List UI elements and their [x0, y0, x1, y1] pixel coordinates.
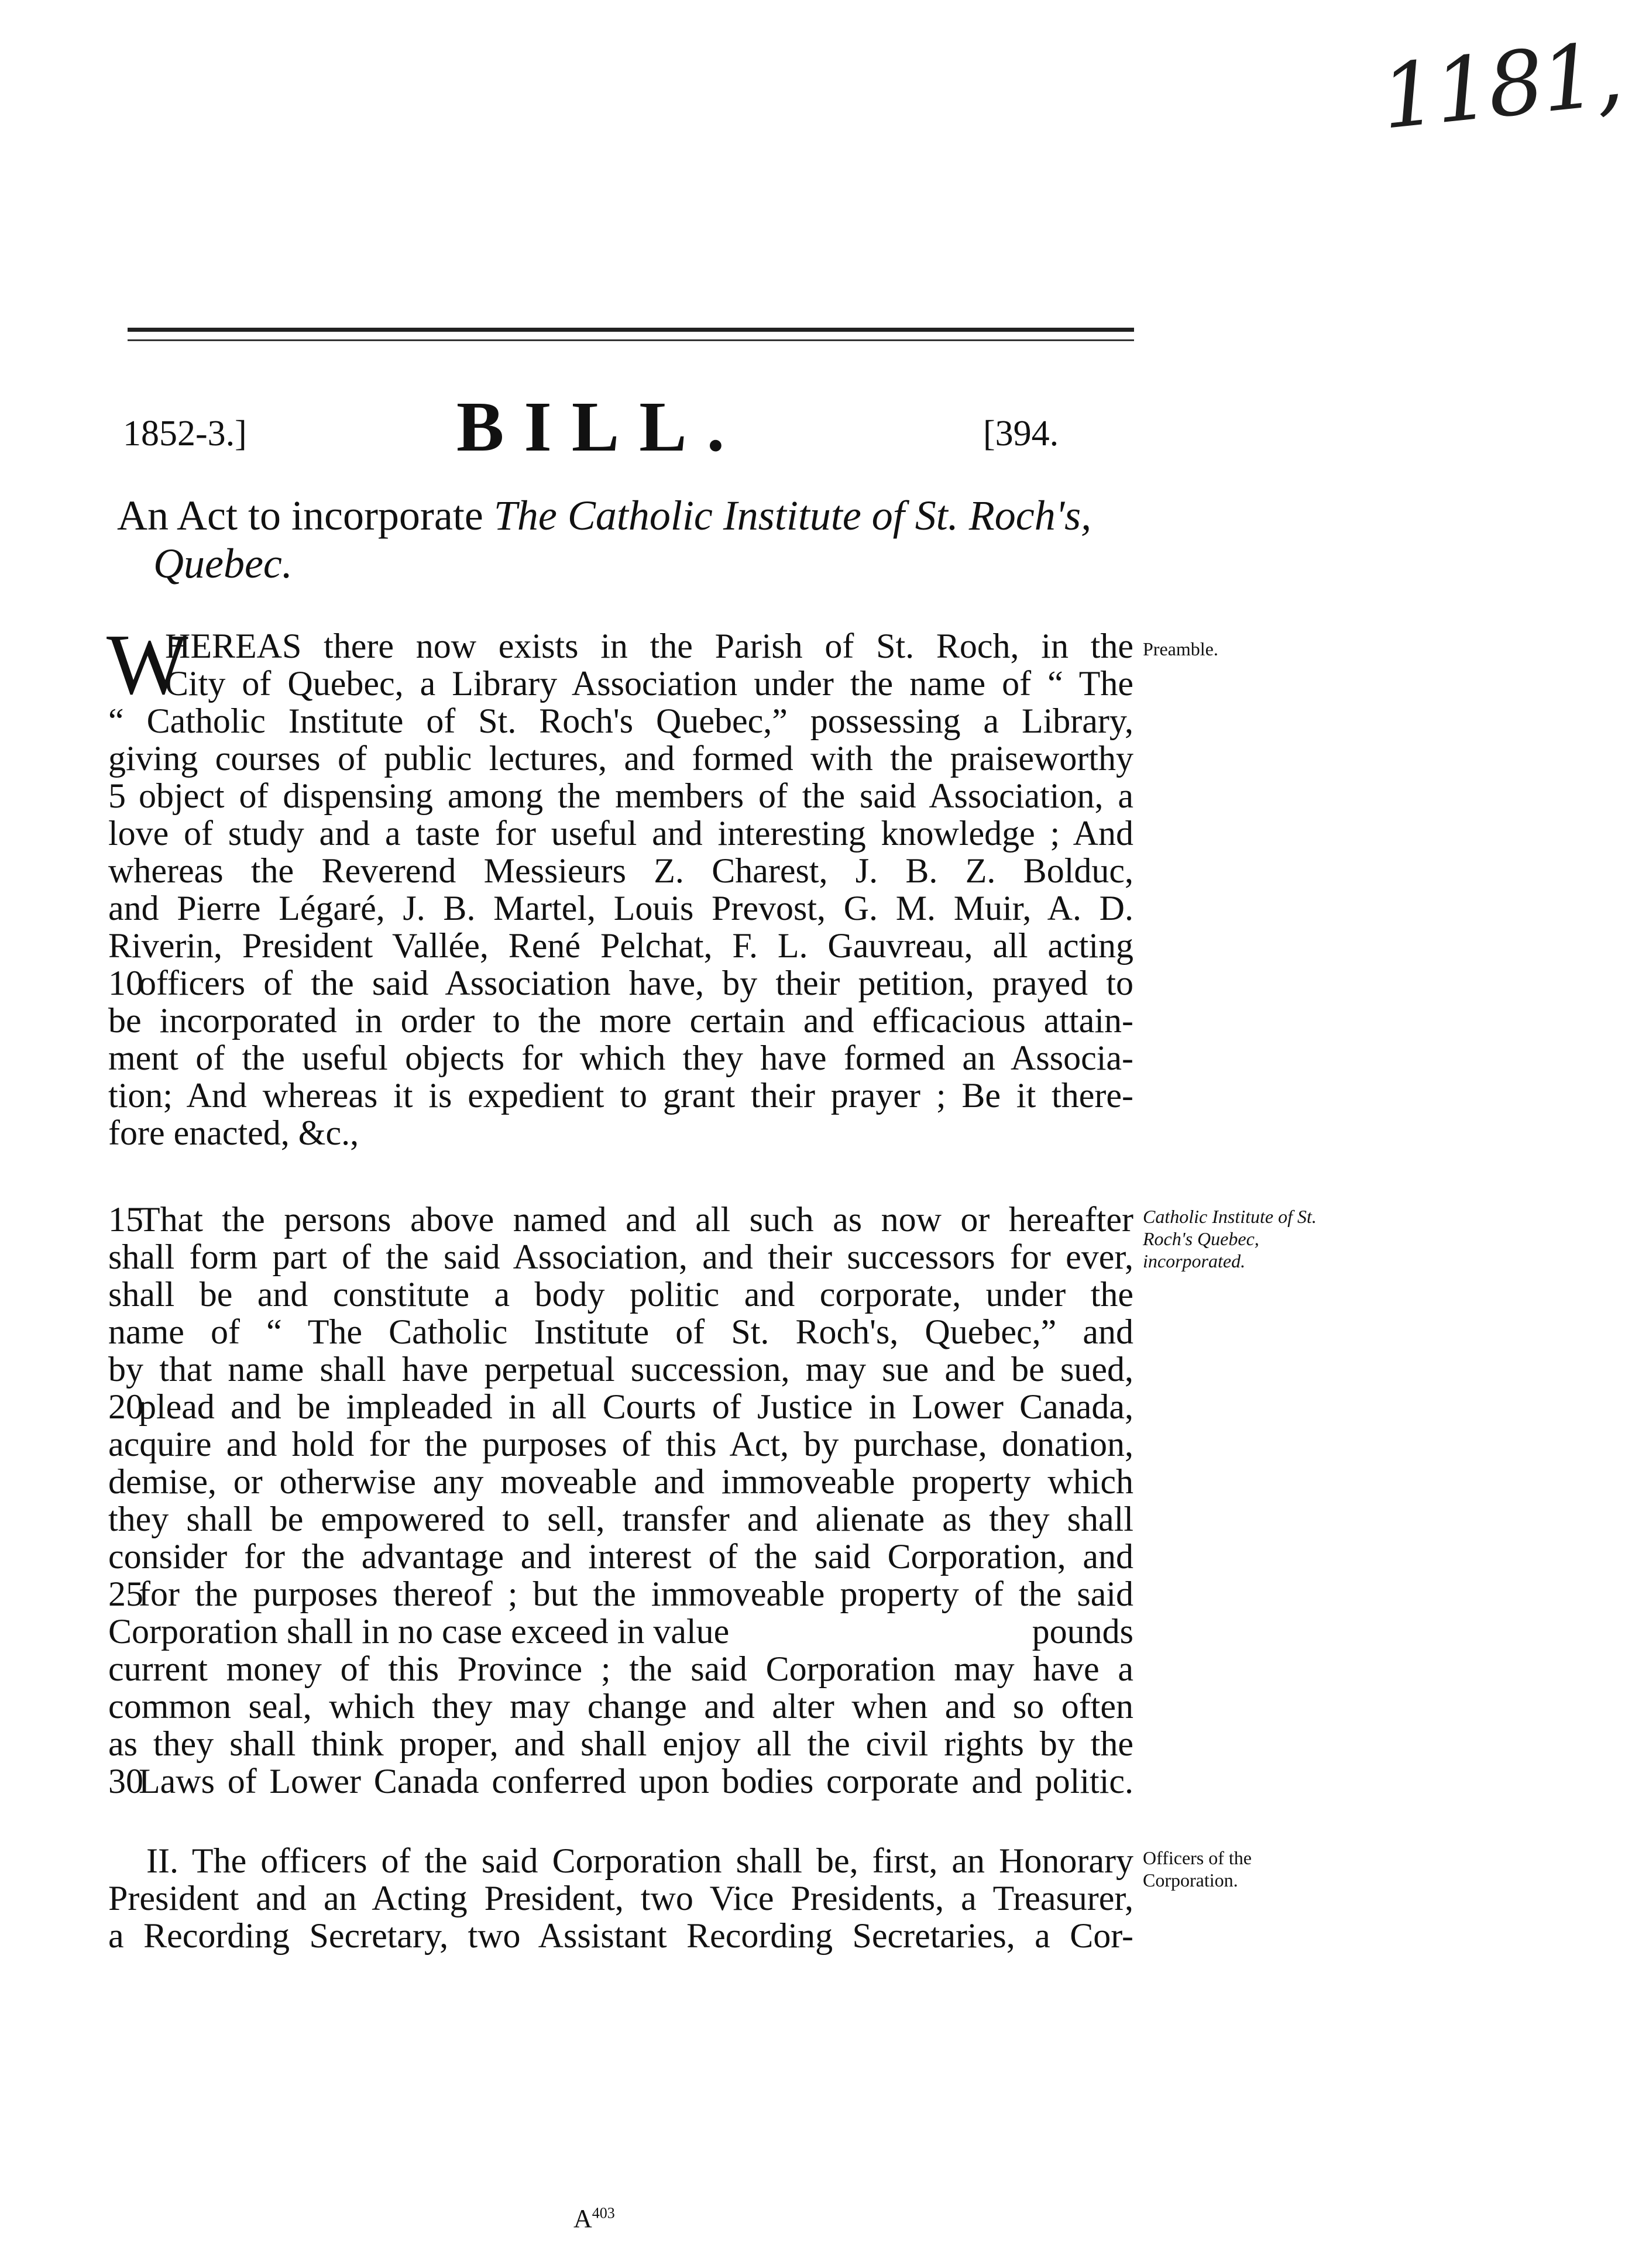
act-title [117, 492, 1147, 587]
section1-line [108, 1575, 1133, 1613]
act-title-italic: The Catholic Institute of St. Roch's, [493, 492, 1092, 539]
section1-line [108, 1613, 1133, 1650]
margin-note-catholic-institute: Catholic Institute of St. Roch's Quebec, incorporated. [1143, 1206, 1317, 1272]
section1-line-text: That the persons above named and all such as now or hereafter [139, 1200, 1133, 1239]
line-number: 25 [108, 1575, 143, 1613]
bill-number: [394. [983, 414, 1059, 453]
preamble-line: Riverin, President Vallée, René Pelchat, F. L. Gauvreau, all acting [108, 926, 1133, 965]
section1-line-text: Laws of Lower Canada conferred upon bodies corporate and politic. [139, 1762, 1133, 1800]
section1-line: they shall be empowered to sell, transfer and alienate as they shall [108, 1500, 1133, 1538]
preamble-line: City of Quebec, a Library Association under the name of “ The [165, 664, 1133, 703]
margin-note-officers: Officers of the Corporation. [1143, 1847, 1252, 1891]
line-number: 5 [108, 776, 126, 815]
preamble-line [108, 777, 1133, 815]
section1-line: current money of this Province ; the said Corporation may have a [108, 1650, 1133, 1688]
preamble-line: be incorporated in order to the more certain and efficacious attain- [108, 1001, 1133, 1040]
line-number: 30 [108, 1762, 143, 1800]
signature-letter: A [573, 2204, 592, 2233]
section1-line: shall form part of the said Association, and their successors for ever, [108, 1238, 1133, 1276]
archive-number: 1181, [1376, 23, 1625, 149]
line-number: 10 [108, 964, 143, 1002]
header-rule-thin [128, 339, 1134, 341]
preamble-line: “ Catholic Institute of St. Roch's Quebec,” possessing a Library, [108, 702, 1133, 740]
preamble-line: whereas the Reverend Messieurs Z. Charest, J. B. Z. Bolduc, [108, 851, 1133, 890]
preamble-line: fore enacted, &c., [108, 1114, 359, 1152]
section1-line: common seal, which they may change and alter when and so often [108, 1687, 1133, 1726]
section1-line [108, 1388, 1133, 1425]
preamble-line [108, 964, 1133, 1002]
section1-line-text: pounds [1032, 1612, 1133, 1651]
preamble-line: HEREAS there now exists in the Parish of St. Roch, in the [165, 627, 1133, 665]
bill-title: BILL. [456, 387, 745, 466]
act-title-prefix: An Act to incorporate [117, 492, 483, 539]
section1-line: consider for the advantage and interest of the said Corporation, and [108, 1537, 1133, 1576]
section1-line: demise, or otherwise any moveable and immoveable property which [108, 1462, 1133, 1501]
section1-line: acquire and hold for the purposes of this Act, by purchase, donation, [108, 1425, 1133, 1463]
signature-number: 403 [592, 2204, 615, 2222]
section2-line: II. The officers of the said Corporation shall be, first, an Honorary [146, 1841, 1133, 1880]
preamble-line: love of study and a taste for useful and interesting knowledge ; And [108, 814, 1133, 853]
section1-line: as they shall think proper, and shall enjoy all the civil rights by the [108, 1724, 1133, 1763]
session-label: 1852-3.] [123, 414, 247, 453]
preamble-line: and Pierre Légaré, J. B. Martel, Louis Prevost, G. M. Muir, A. D. [108, 889, 1133, 927]
act-title-line-2: Quebec. [153, 540, 293, 587]
signature-mark [573, 2204, 615, 2233]
section1-line-text: plead and be impleaded in all Courts of Justice in Lower Canada, [139, 1387, 1133, 1426]
margin-note-preamble: Preamble. [1143, 638, 1218, 659]
preamble-line: tion; And whereas it is expedient to grant their prayer ; Be it there- [108, 1076, 1133, 1115]
section2-line: a Recording Secretary, two Assistant Recording Secretaries, a Cor- [108, 1916, 1133, 1955]
drop-cap: W [106, 617, 188, 713]
preamble-line: ment of the useful objects for which they have formed an Associa- [108, 1039, 1133, 1077]
section1-line: name of “ The Catholic Institute of St. Roch's, Quebec,” and [108, 1312, 1133, 1351]
section1-line: shall be and constitute a body politic and corporate, under the [108, 1275, 1133, 1314]
preamble-line: giving courses of public lectures, and formed with the praiseworthy [108, 739, 1133, 778]
preamble-line-text: object of dispensing among the members of the said Association, a [139, 776, 1133, 815]
line-number: 20 [108, 1387, 143, 1426]
preamble-line-text: officers of the said Association have, by their petition, prayed to [139, 964, 1133, 1002]
section1-line-text: for the purposes thereof ; but the immoveable property of the said [139, 1575, 1133, 1613]
section2-line: President and an Acting President, two Vice Presidents, a Treasurer, [108, 1879, 1133, 1918]
section1-line [108, 1201, 1133, 1238]
section1-line-text: Corporation shall in no case exceed in value [108, 1612, 730, 1651]
section1-line [108, 1762, 1133, 1800]
act-title-line-1 [117, 492, 1147, 539]
section1-line: by that name shall have perpetual succession, may sue and be sued, [108, 1350, 1133, 1389]
line-number: 15 [108, 1200, 143, 1239]
header-rule [128, 328, 1134, 332]
